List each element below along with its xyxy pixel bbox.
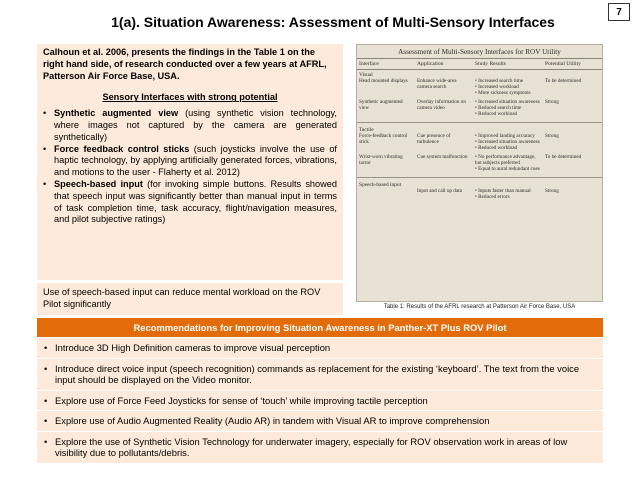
bullet-text: (using synthetic vision technology, where images not captured by the camera are generated synthetically) (54, 108, 337, 142)
bullet-term: Speech-based input (54, 178, 143, 189)
table-cell: • Improved landing accuracy • Increased situation awareness • Reduced workload (475, 133, 540, 151)
table-cell: Strong (545, 99, 559, 105)
bullet-term: Force feedback control sticks (54, 143, 190, 154)
bullet-item (43, 108, 337, 143)
speech-input-note: Use of speech-based input can reduce mental workload on the ROV Pilot significantly (37, 283, 343, 315)
table-cell: Cue system malfunction (417, 154, 468, 160)
recommendation-item: • Introduce direct voice input (speech recognition) commands as replacement for the existing ‘keyboard’. The text from the voice input should be displayed on the Video monitor. (37, 359, 603, 391)
recommendations-list (37, 338, 603, 464)
table-header-cell: Interface (359, 61, 379, 67)
table-caption: Table 1: Results of the AFRL research at Patterson Air Force Base, USA (383, 304, 576, 310)
table-row (357, 133, 602, 154)
table-header-cell: Application (417, 61, 444, 67)
bullet-item (43, 144, 337, 179)
table-cell: • Inputs faster than manual • Reduced errors (475, 188, 531, 200)
page-number: 7 (608, 3, 630, 21)
table-group-label: Speech-based input (359, 182, 402, 188)
table-cell: Cue presence of turbulence (417, 133, 451, 145)
table-image-header (357, 59, 602, 70)
table-cell: Overlay information on camera video (417, 99, 466, 111)
table-cell: Synthetic augmented view (359, 99, 403, 111)
table-cell: • No performance advantage, but subjects preferred • Equal to aural redundant cues (475, 154, 540, 172)
table-cell: • Increased situation awareness • Reduced search time • Reduced workload (475, 99, 540, 117)
table-cell: Head mounted displays (359, 78, 408, 84)
table-row (357, 188, 602, 203)
table-row (357, 78, 602, 99)
intro-paragraph: Calhoun et al. 2006, presents the findings in the Table 1 on the right hand side, of research conducted over a few years at AFRL, Patterson Air Force Base, USA. (43, 47, 327, 81)
bullet-item (43, 179, 337, 226)
table-cell: To be determined (545, 78, 582, 84)
table-cell: Force-feedback control stick (359, 133, 408, 145)
recommendation-item: • Explore the use of Synthetic Vision Technology for underwater imagery, especially for ROV observation work in areas of low visibility due to pollutants/debris. (37, 432, 603, 464)
recommendations-header: Recommendations for Improving Situation Awareness in Panther-XT Plus ROV Pilot (37, 318, 603, 337)
recommendation-item: • Introduce 3D High Definition cameras to improve visual perception (37, 338, 603, 359)
table-cell: Strong (545, 188, 559, 194)
table-header-cell: Potential Utility (545, 61, 581, 67)
table-cell: Strong (545, 133, 559, 139)
section-heading: Sensory Interfaces with strong potential (102, 92, 278, 103)
table-group-label: Visual (359, 72, 373, 78)
recommendation-item: • Explore use of Force Feed Joysticks for sense of ‘touch’ while improving tactile perception (37, 391, 603, 412)
assessment-table-image (356, 44, 603, 302)
table-image-title: Assessment of Multi-Sensory Interfaces for ROV Utility (357, 45, 602, 59)
table-image-body (357, 70, 602, 203)
table-header-cell: Study Results (475, 61, 506, 67)
table-cell: Enhance wide-area camera search (417, 78, 457, 90)
table-cell: Input and call up data (417, 188, 462, 194)
page-title: 1(a). Situation Awareness: Assessment of Multi-Sensory Interfaces (111, 14, 555, 30)
table-cell: • Increased search time • Increased workload • More sickness symptoms (475, 78, 531, 96)
table-cell: To be determined (545, 154, 582, 160)
table-row (357, 99, 602, 120)
table-group-separator (357, 177, 602, 178)
table-group-label: Tactile (359, 127, 374, 133)
bullet-term: Synthetic augmented view (54, 108, 179, 119)
interface-bullet-list (43, 108, 337, 226)
table-cell (359, 188, 417, 200)
table-row (357, 154, 602, 175)
table-group-separator (357, 122, 602, 123)
table-cell: Wrist-worn vibrating tactor (359, 154, 403, 166)
bullet-text: (such joysticks involve the use of haptic technology, by applying artificially generated forces, vibrations, and motions to the user - Flaherty et al. 2012) (54, 143, 337, 178)
recommendation-item: • Explore use of Audio Augmented Reality (Audio AR) in tandem with Visual AR to improve comprehension (37, 411, 603, 432)
left-text-panel (37, 44, 343, 280)
bullet-text: (for invoking simple buttons. Results showed that speech input was significantly better than manual input in terms of task completion time, task accuracy, flight/navigation measures, and pilot subjective ratings) (54, 178, 337, 225)
